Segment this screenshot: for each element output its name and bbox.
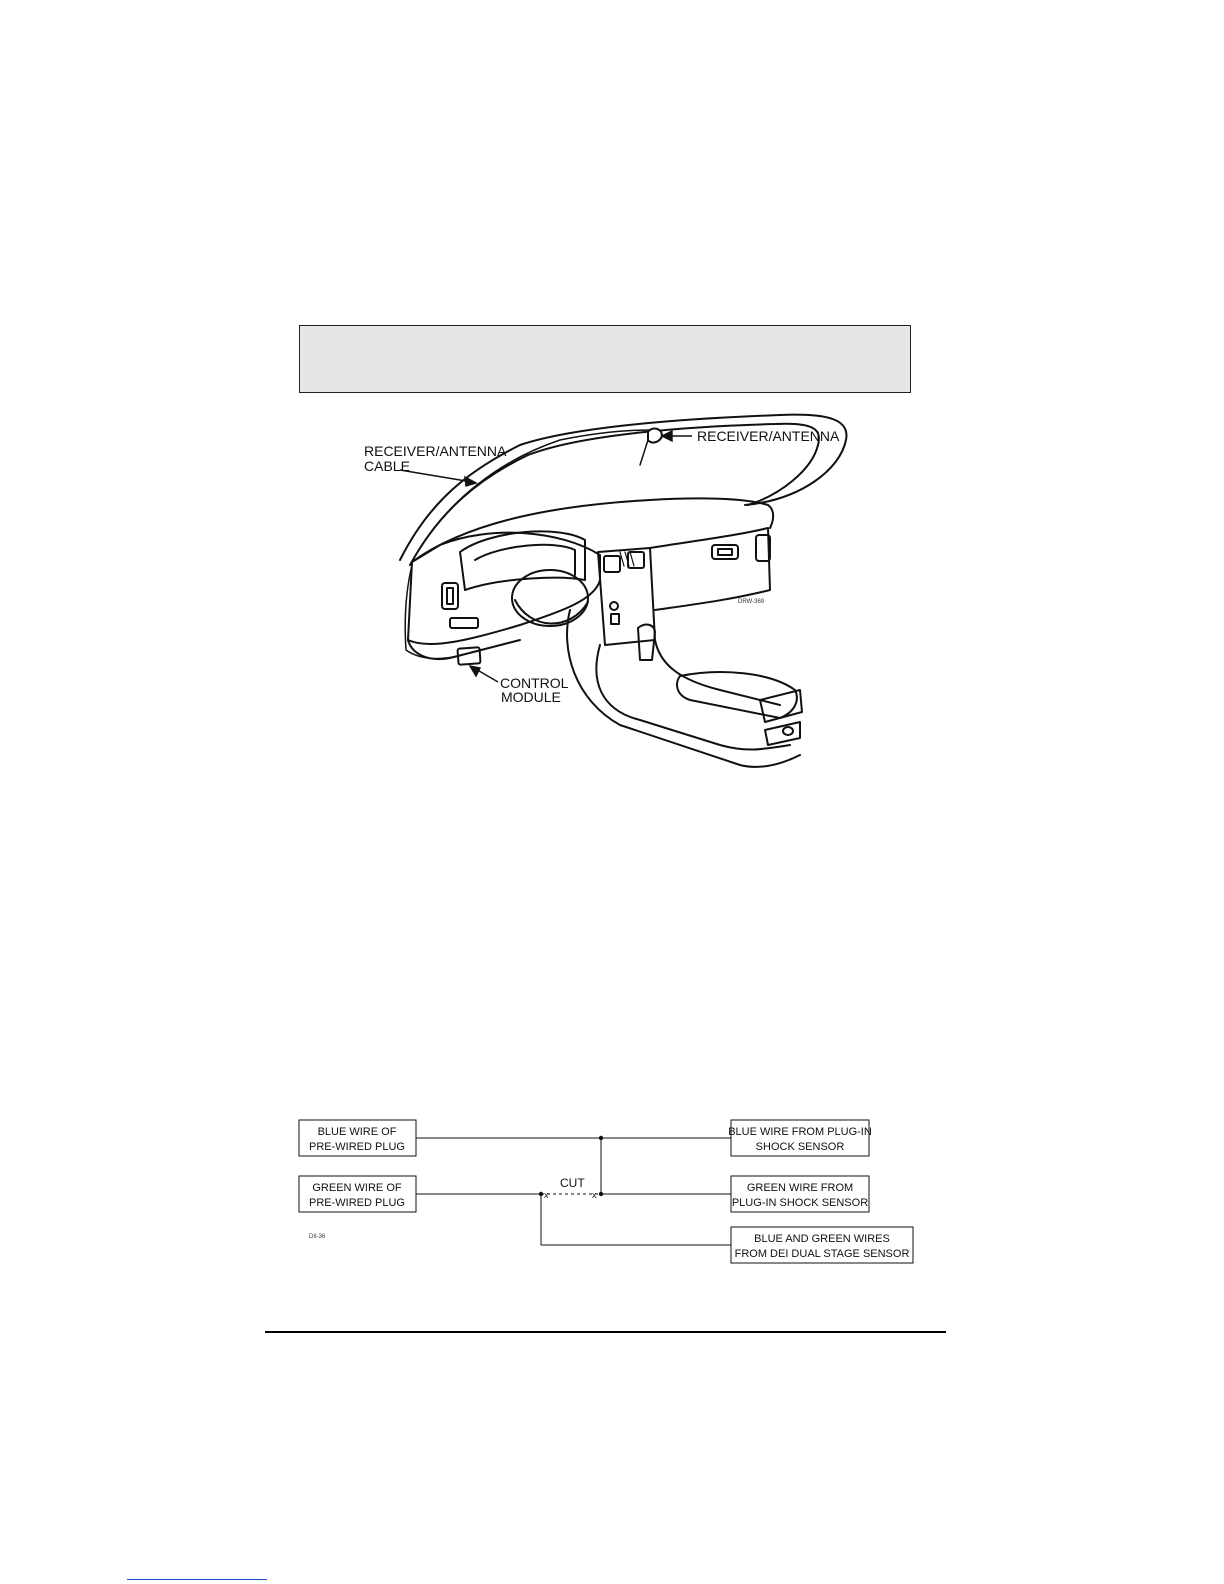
green-prewired-line-1: GREEN WIRE OF [312, 1182, 402, 1194]
page-link-underline[interactable] [127, 1579, 267, 1580]
green-shock-line-2: PLUG-IN SHOCK SENSOR [731, 1197, 869, 1209]
blue-prewired-line-2: PRE-WIRED PLUG [309, 1141, 405, 1153]
antenna-label: RECEIVER/ANTENNA [697, 428, 840, 444]
blue-shock-line-2: SHOCK SENSOR [755, 1141, 845, 1153]
dual-stage-line-2: FROM DEI DUAL STAGE SENSOR [734, 1248, 910, 1260]
control-module-label-2: MODULE [501, 689, 561, 705]
antenna-cable-label-2: CABLE [364, 458, 410, 474]
blue-prewired-line-1: BLUE WIRE OF [317, 1126, 397, 1138]
dual-stage-line-1: BLUE AND GREEN WIRES [754, 1233, 890, 1245]
drawing-code: DRW-369 [738, 599, 765, 605]
cut-label: CUT [560, 1176, 585, 1190]
diagram-code: DII-36 [309, 1234, 326, 1240]
green-right-dot [599, 1192, 603, 1196]
antenna-cable-label-1: RECEIVER/ANTENNA [364, 443, 507, 459]
wiring-diagram [299, 1120, 913, 1263]
callout-arrows [400, 431, 692, 682]
cut-x-left: x [544, 1190, 549, 1200]
green-prewired-line-2: PRE-WIRED PLUG [309, 1197, 405, 1209]
control-module-label-1: CONTROL [500, 675, 569, 691]
cut-x-right: x [592, 1190, 597, 1200]
green-shock-line-1: GREEN WIRE FROM [746, 1182, 854, 1194]
blue-shock-line-1: BLUE WIRE FROM PLUG-IN [728, 1126, 872, 1138]
blue-junction-dot [599, 1136, 603, 1140]
green-left-dot [539, 1192, 543, 1196]
footer-rule [265, 1331, 946, 1333]
dashboard-illustration [400, 415, 846, 767]
